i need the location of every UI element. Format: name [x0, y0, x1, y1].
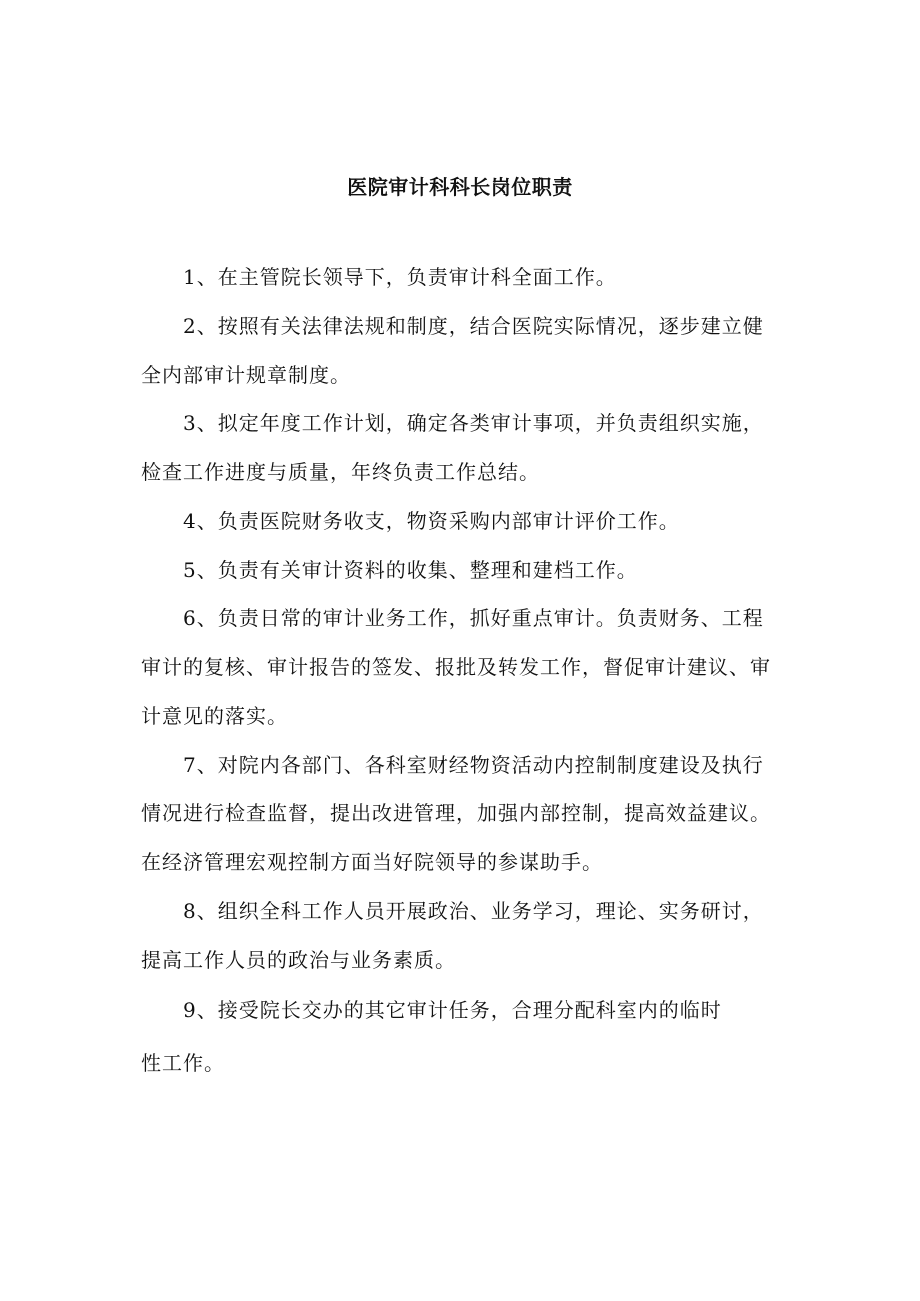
item-1-line-1: 1、在主管院长领导下，负责审计科全面工作。: [183, 265, 617, 289]
item-2-line-2: 全内部审计规章制度。: [141, 363, 351, 387]
item-4-line-1: 4、负责医院财务收支，物资采购内部审计评价工作。: [183, 509, 680, 533]
page-title: 医院审计科科长岗位职责: [347, 175, 573, 199]
item-7-line-2: 情况进行检查监督，提出改进管理，加强内部控制，提高效益建议。: [141, 801, 771, 825]
item-3-line-1: 3、拟定年度工作计划，确定各类审计事项，并负责组织实施，: [183, 411, 764, 435]
item-9-line-2: 性工作。: [141, 1051, 225, 1075]
item-6-line-1: 6、负责日常的审计业务工作，抓好重点审计。负责财务、工程: [183, 606, 764, 630]
item-6-line-3: 计意见的落实。: [141, 704, 288, 728]
item-7-line-1: 7、对院内各部门、各科室财经物资活动内控制制度建设及执行: [183, 753, 764, 777]
item-8-line-2: 提高工作人员的政治与业务素质。: [141, 948, 456, 972]
item-9-line-1: 9、接受院长交办的其它审计任务，合理分配科室内的临时: [183, 998, 722, 1022]
item-7-line-3: 在经济管理宏观控制方面当好院领导的参谋助手。: [141, 850, 603, 874]
item-2-line-1: 2、按照有关法律法规和制度，结合医院实际情况，逐步建立健: [183, 314, 764, 338]
item-6-line-2: 审计的复核、审计报告的签发、报批及转发工作，督促审计建议、审: [141, 655, 771, 679]
item-5-line-1: 5、负责有关审计资料的收集、整理和建档工作。: [183, 558, 638, 582]
item-3-line-2: 检查工作进度与质量，年终负责工作总结。: [141, 460, 540, 484]
item-8-line-1: 8、组织全科工作人员开展政治、业务学习，理论、实务研讨，: [183, 899, 764, 923]
